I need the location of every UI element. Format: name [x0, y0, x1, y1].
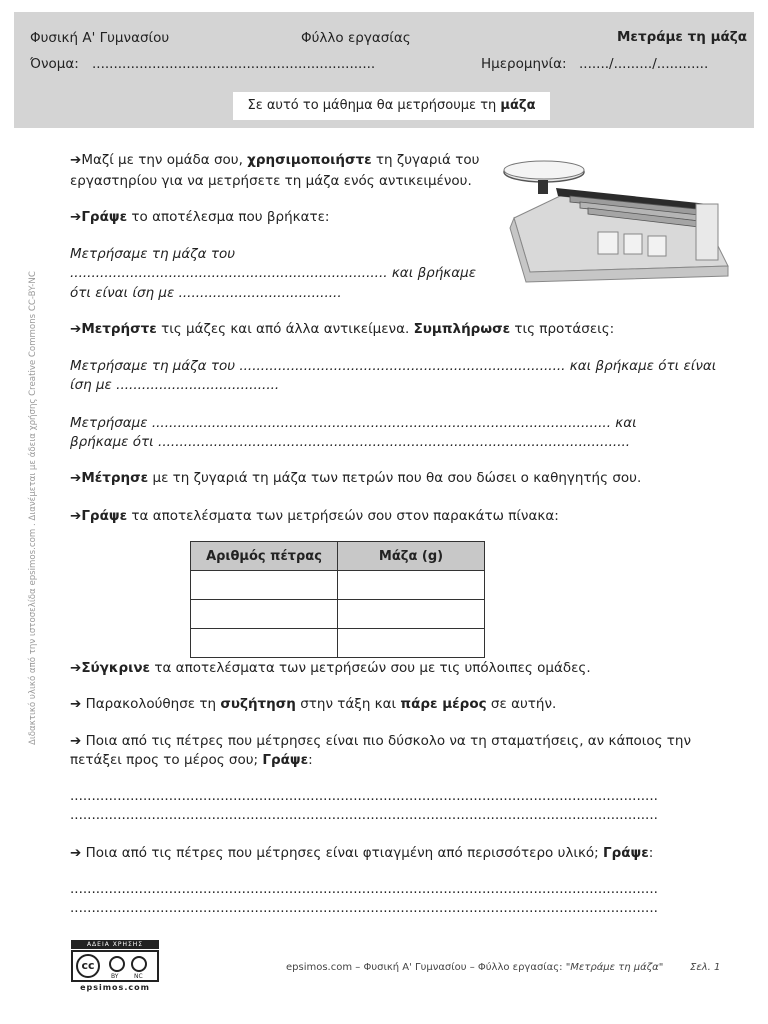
nc-label: NC: [134, 973, 143, 980]
table-header-mass: Μάζα (g): [338, 542, 485, 571]
course-label: Φυσική Α' Γυμνασίου: [30, 30, 170, 46]
by-label: BY: [111, 973, 119, 980]
task-use-balance: ➔Μαζί με την ομάδα σου, χρησιμοποιήστε τη ζυγαριά του: [70, 152, 480, 168]
table-row: [191, 629, 485, 658]
task-most-material: ➔ Ποια από τις πέτρες που μέτρησες είναι φτιαγμένη από περισσότερο υλικό; Γράψε:: [70, 845, 654, 861]
task-hardest-to-stop-line2: πετάξει προς το μέρος σου; Γράψε:: [70, 752, 313, 768]
task-measure-objects: ➔Μετρήστε τις μάζες και από άλλα αντικείμενα. Συμπλήρωσε τις προτάσεις:: [70, 321, 615, 337]
table-row: [191, 600, 485, 629]
answer-line[interactable]: .........................................................................................................................................: [70, 788, 658, 804]
table-header-stone-number: Αριθμός πέτρας: [191, 542, 338, 571]
task-write-result: ➔Γράψε το αποτέλεσμα που βρήκατε:: [70, 209, 330, 225]
stone-mass-table: [190, 541, 485, 658]
doc-type-label: Φύλλο εργασίας: [301, 30, 411, 46]
name-field[interactable]: ..................................................................: [92, 56, 376, 72]
fill-sentence-2-line2[interactable]: ίση με ......................................: [70, 377, 280, 393]
table-cell[interactable]: [338, 571, 485, 600]
task-use-balance-line2: εργαστηρίου για να μετρήσετε τη μάζα ενός αντικειμένου.: [70, 173, 472, 189]
cc-icon: cc: [76, 954, 100, 978]
fill-sentence-2-line1[interactable]: Μετρήσαμε τη μάζα του ............................................................................ και βρήκαμε ότι είναι: [70, 358, 717, 374]
fill-sentence-1-line1: Μετρήσαμε τη μάζα του: [70, 246, 236, 262]
task-write-table: ➔Γράψε τα αποτελέσματα των μετρήσεών σου στον παρακάτω πίνακα:: [70, 508, 559, 524]
fill-sentence-1-line3[interactable]: ότι είναι ίση με ......................................: [70, 285, 342, 301]
triple-beam-balance-image: [500, 148, 738, 288]
page-footer: [286, 962, 663, 973]
fill-sentence-1-line2[interactable]: .......................................................................... και βρήκαμε: [70, 265, 477, 281]
name-label: Όνομα:: [30, 56, 79, 72]
fill-sentence-3-line1[interactable]: Μετρήσαμε ........................................................................................................... και: [70, 415, 637, 431]
table-cell[interactable]: [191, 629, 338, 658]
lesson-goal-box: [233, 92, 550, 120]
license-icons: [71, 950, 159, 982]
task-discussion: ➔ Παρακολούθησε τη συζήτηση στην τάξη και πάρε μέρος σε αυτήν.: [70, 696, 557, 712]
date-label: Ημερομηνία:: [481, 56, 567, 72]
fill-sentence-3-line2[interactable]: βρήκαμε ότι ..............................................................................................................: [70, 434, 631, 450]
answer-line[interactable]: .........................................................................................................................................: [70, 807, 658, 823]
license-bottom-label: epsimos.com: [80, 983, 150, 992]
table-cell[interactable]: [191, 571, 338, 600]
lesson-goal-text: Σε αυτό το μάθημα θα μετρήσουμε τη: [247, 98, 501, 113]
footer-text: epsimos.com – Φυσική Α' Γυμνασίου – Φύλλο εργασίας:: [286, 962, 566, 973]
answer-line[interactable]: .........................................................................................................................................: [70, 900, 658, 916]
license-top-label: ΑΔΕΙΑ ΧΡΗΣΗΣ: [71, 940, 159, 949]
table-cell[interactable]: [191, 600, 338, 629]
date-field[interactable]: ......./........./............: [579, 56, 709, 72]
table-row: [191, 571, 485, 600]
nc-dollar-icon: [131, 956, 147, 972]
page-number: Σελ. 1: [690, 962, 721, 973]
task-measure-stones: ➔Μέτρησε με τη ζυγαριά τη μάζα των πετρών που θα σου δώσει ο καθηγητής σου.: [70, 470, 642, 486]
side-license-note: Διδακτικό υλικό από την ιστοσελίδα epsimos.com . Διανέμεται με άδεια χρήσης Creative Commons CC-BY-NC: [28, 271, 38, 745]
table-cell[interactable]: [338, 629, 485, 658]
table-cell[interactable]: [338, 600, 485, 629]
lesson-goal-bold: μάζα: [500, 98, 536, 113]
task-hardest-to-stop: ➔ Ποια από τις πέτρες που μέτρησες είναι πιο δύσκολο να τη σταματήσεις, αν κάποιος την: [70, 733, 692, 749]
cc-license-badge[interactable]: [71, 940, 159, 992]
task-compare: ➔Σύγκρινε τα αποτελέσματα των μετρήσεών σου με τις υπόλοιπες ομάδες.: [70, 660, 591, 676]
by-person-icon: [109, 956, 125, 972]
answer-line[interactable]: .........................................................................................................................................: [70, 881, 658, 897]
worksheet-title: Μετράμε τη μάζα: [617, 29, 748, 45]
footer-title: "Μετράμε τη μάζα": [565, 962, 664, 973]
